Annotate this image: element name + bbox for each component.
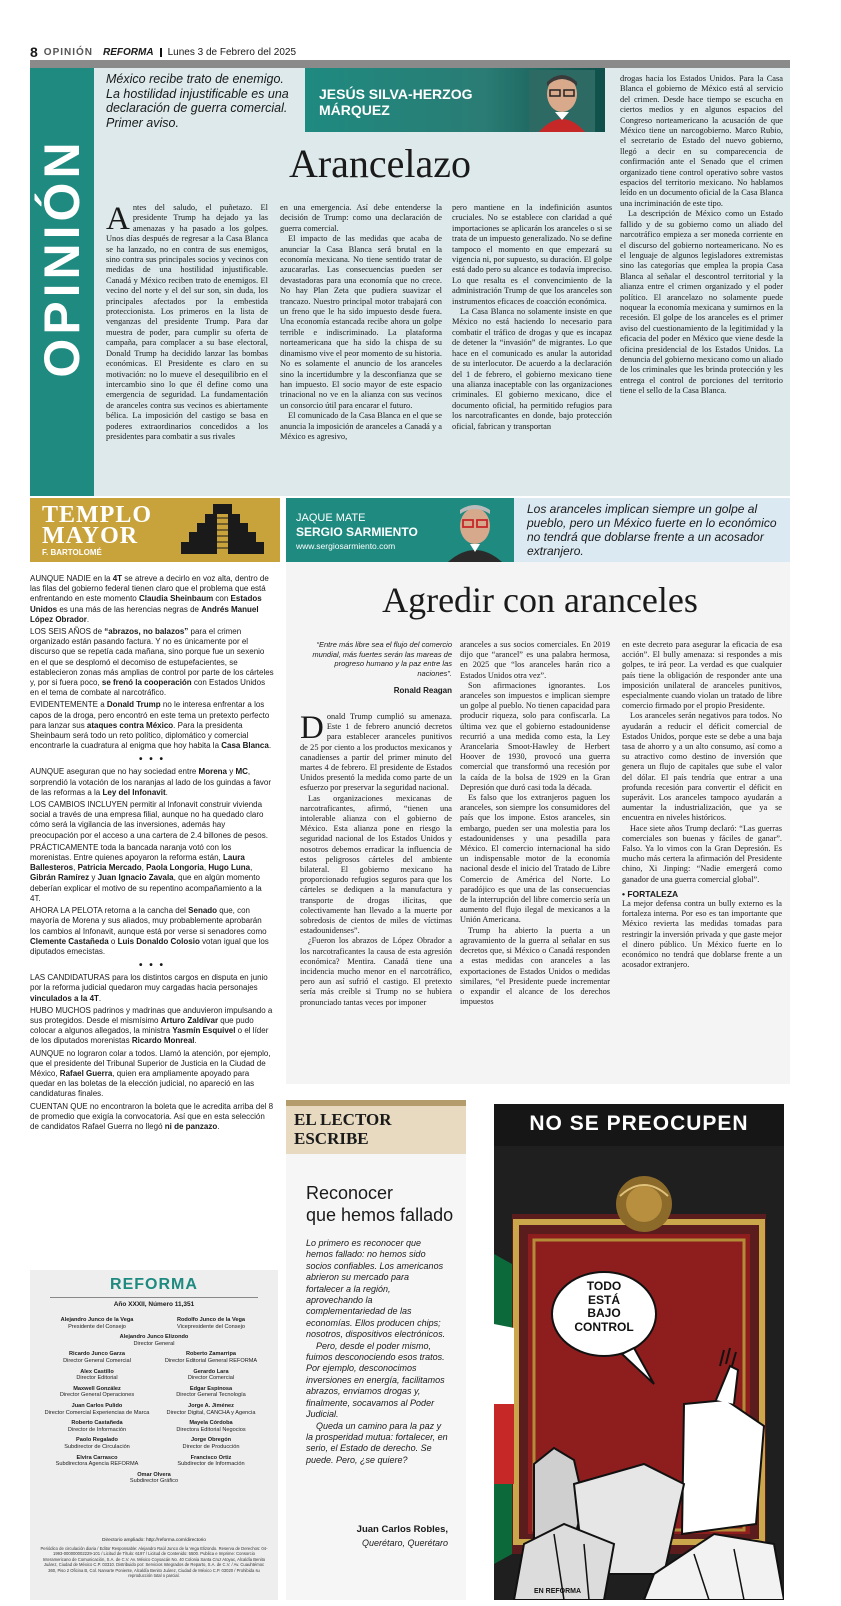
templo-separator-1: • • • — [138, 754, 166, 766]
staff-logo: REFORMA — [110, 1276, 198, 1293]
lector-box — [286, 1154, 466, 1600]
templo-separator-2: • • • — [138, 960, 166, 972]
author-banner-1 — [305, 68, 605, 132]
article2-col3-p1: en este decreto para asegurar la eficacia de esa acción”. El bully amenaza: si respondes a mis golpes, te irá peor. La verdad es que cualquier país tiene la obligación de responder ante una imposición unilateral de aranceles punitivos, especialmente cuando violan un tratado de libre comercio firmado por el propio Presidente. — [622, 640, 782, 711]
templo-title-2: MAYOR — [42, 523, 139, 549]
staff-directory: Directorio ampliado: http://reforma.com/directorio — [102, 1538, 206, 1543]
staff-person: Paolo Regalado Subdirector de Circulación — [64, 1437, 130, 1450]
pyramid-icon — [175, 502, 270, 560]
staff-person: Jorge A. Jiménez Director Digital, CANCHA y Agencia — [166, 1402, 256, 1416]
article2-subhead: • FORTALEZA — [622, 888, 679, 899]
article2-col3-p2: Los aranceles serán negativos para todos. No ayudarán a reducir el déficit comercial de Estados Unidos, porque este se debe a una baja tasa de ahorro y a un alto consumo, así como a su atractivo como destino de inversión que genera un flujo de capitales que sube el valor del dólar. El país tendría que entrar a una profunda recesión para convertir el déficit en superávit. Los aranceles tampoco ayudarán a aumentar la industrialización, que ya se encuentra en niveles históricos. — [622, 711, 782, 823]
staff-person: Alejandro Junco de la Vega Presidente del Consejo — [60, 1317, 134, 1330]
header-divider — [160, 48, 162, 57]
lector-city: Querétaro, Querétaro — [361, 1538, 448, 1548]
templo-p2: LOS SEIS AÑOS de “abrazos, no balazos” para el crimen organizado están pasando factura. Y no es únicamente por el discurso que se repetía cada mañana, sino porque fue un sexenio en el que se desplomó el decomiso de estupefacientes, se establecieron zonas más amplias de control por parte de los cárteles y, por si fuera poco, se frenó la cooperación con Estados Unidos en el tema de combate al narcotráfico. — [30, 627, 274, 698]
bubble-line-1: TODO — [586, 1279, 622, 1293]
staff-person: Omar Olvera Subdirector Gráfico — [129, 1471, 179, 1485]
article2-col2-p2: Son afirmaciones ignorantes. Los aranceles son impuestos e implican siempre un golpe al pueblo. No tienen capacidad para producir riqueza, solo para confiscarla. La última vez que el gobierno estadounidense recurrió a una medida como esta, la Ley Arancelaria Smoot-Hawley de Herbert Hoover de 1930, provocó una guerra comercial que transformó una recesión por la caída de la bolsa de 1929 en la Gran Depresión que duró casi toda la década. — [460, 680, 610, 792]
lector-p3: Queda un camino para la paz y la prosperidad mutua: fortalecer, en serio, el Estado de derecho. Se puede. Pero, ¿se quiere? — [306, 1420, 448, 1465]
lector-header-bar — [286, 1100, 466, 1106]
bubble-line-4: CONTROL — [574, 1319, 634, 1334]
page-header — [30, 44, 790, 60]
staff-issue: Año XXXII, Número 11,351 — [113, 1301, 195, 1308]
article2-quote-author: Ronald Reagan — [393, 686, 452, 695]
article1-col2 — [280, 203, 442, 442]
templo-p3: EVIDENTEMENTE a Donald Trump no le interesa enfrentar a los capos de la droga, pero encontró en este tema un pretexto perfecto para lanzar sus ataques contra México. Para la presidenta Sheinbaum será todo un reto político, diplomático y comercial encontrarle la cuadratura al enigma que hoy habita la Casa Blanca. — [30, 700, 272, 751]
header-date: Lunes 3 de Febrero del 2025 — [167, 46, 297, 58]
staff-person: Mayela Córdoba Directora Editorial Negocios — [176, 1420, 246, 1433]
staff-person: Juan Carlos Pulido Director Comercial Experiencias de Marca — [44, 1402, 150, 1416]
staff-person: Rodolfo Junco de la Vega Vicepresidente del Consejo — [176, 1317, 246, 1330]
article1-col4-p1: drogas hacia los Estados Unidos. Para la Casa Blanca el gobierno de México está al servicio del crimen. Desde hace tiempo se escucha en ciertos medios y en algunos espacios del Congreso norteamericano la acusación de que México tiene un narcogobierno. Marco Rubio, el secretario de Estado del nuevo gobierno, llegó a decir en su comparecencia de confirmación ante el Senado que el crimen organizado tiene control operativo sobre vastos espacios del territorio mexicano. No hablamos leído en un documento oficial de la Casa Blanca una incriminación de este tipo. — [620, 74, 783, 208]
staff-person: Elvira Carrasco Subdirectora Agencia REFORMA — [55, 1454, 139, 1468]
dropcap-a: A — [106, 201, 130, 237]
author-name-2: SERGIO SARMIENTO — [296, 525, 418, 539]
staff-person: Gerardo Lara Director Comercial — [187, 1368, 235, 1382]
article2-col3 — [622, 640, 782, 971]
staff-grid — [40, 1317, 268, 1485]
author-photo-2 — [440, 500, 510, 562]
staff-person: Edgar Espinosa Director General Tecnología — [176, 1385, 246, 1399]
lector-header-1: EL LECTOR — [294, 1110, 392, 1129]
bubble-line-3: BAJO — [587, 1306, 621, 1320]
lector-body — [306, 1238, 448, 1466]
header-rule — [30, 60, 790, 68]
article2-col3-p3: Hace siete años Trump declaró: “Las guerras comerciales son buenas y fáciles de ganar”. Falso. Ya lo vimos con la Gran Depresión. Es mucho más certera la afirmación del Presidente chino, Xi Jinping: “Nadie emergerá como ganador de una guerra comercial global”. — [622, 823, 782, 884]
lector-title-2: que hemos fallado — [306, 1205, 454, 1225]
article2-col2-p3: Es falso que los extranjeros paguen los aranceles, son siempre los consumidores del país que los impone. Estos aranceles, sin embargo, pueden ser una molestia para los estadounidenses y una pesadilla para México. El comercio internacional ha sido un indispensable motor de la economía nacional desde el inicio del Tratado de Libre Comercio de América del Norte. Lo paradójico es que una de las consecuencias de la interrupción del libre comercio sería un aumento del flujo ilegal de mexicanos a la Unión Americana. — [460, 793, 610, 925]
article1-col3-p2: La Casa Blanca no solamente insiste en que México no está haciendo lo necesario para combatir el tráfico de drogas y que es incapaz de detener la “invasión” de migrantes. Lo que hace en el comunicado es anular la autoridad de su interlocutor. De acuerdo a la declaración del 1 de febrero, el gobierno mexicano tiene una alianza inaceptable con las organizaciones criminales. El gobierno mexicano, dice el documento oficial, ha permitido refugios para los narcotraficantes en donde, bajo protección oficial, fabrican y transportan — [452, 307, 612, 431]
lector-header-2: ESCRIBE — [294, 1129, 369, 1148]
article1-col3 — [452, 203, 612, 432]
opinion-banner-text: OPINIÓN — [34, 138, 90, 378]
article1-col2-p2: El impacto de las medidas que acaba de anunciar la Casa Blanca será brutal en la economía mexicana. No tiene sentido tratar de azucararlas. Las consecuencias pueden ser devastadoras para una economía que no crece. No hay Plan Zeta que pudiera suavizar el trancazo. Nuestro principal motor trabajará con un freno que le ha sido impuesto desde fuera. Una economía estancada recibe ahora un golpe terrible e indiscriminado. La plataforma norteamericana que ha sido la chispa de su dinamismo vive el peor momento de su historia. No es solamente el anuncio de los aranceles sino la incertidumbre y la desconfianza que se han impuesto. El socio mayor de este espacio trinacional no ve en la alianza con sus vecinos un consorcio útil para encarar el futuro. — [280, 234, 442, 410]
author-banner-2 — [286, 498, 514, 562]
staff-person: Ricardo Junco Garza Director General Comercial — [63, 1351, 131, 1364]
staff-rule — [50, 1297, 258, 1298]
article2-deck: Los aranceles implican siempre un golpe al pueblo, pero un México fuerte en lo económico no tendrá que doblarse frente a un acosador extranjero. — [527, 502, 777, 558]
templo-column — [30, 574, 274, 1134]
opinion-banner — [30, 68, 94, 496]
article2-quote: “Entre más libre sea el flujo del comercio mundial, más fuertes serán las mareas de progreso humano y la paz entre las naciones”. — [312, 640, 452, 678]
templo-p9: HUBO MUCHOS padrinos y madrinas que anduvieron impulsando a sus protegidos. Desde el mismísimo Arturo Zaldívar que pudo colocar a algunos allegados, la ministra Yasmín Esquivel o el líder de los diputados morenistas Ricardo Monreal. — [30, 1005, 273, 1046]
staff-person: Roberto Castañeda Director de Información — [67, 1420, 127, 1433]
article2-col3-p4: La mejor defensa contra un bully externo es la fortaleza interna. Por eso es tan importante que México revierta las medidas tomadas para restringir la inversión privada y que gaste mejor el dinero público. Un México fuerte en lo económico no tendrá que doblarse frente a un acosador extranjero. — [622, 899, 782, 970]
article2-col2 — [460, 640, 610, 1007]
cartoon-title: NO SE PREOCUPEN — [529, 1112, 749, 1135]
article2-col2-p4: Trump ha abierto la puerta a un agravamiento de la guerra al señalar en sus decretos que, si México o Canadá responden a estas medidas con aranceles a las exportaciones de Estados Unidos o medidas similares, “el Presidente puede incrementar o expandir el alcance de los derechos impuestos — [460, 925, 610, 1007]
staff-person: Roberto Zamarripa Director Editorial General REFORMA — [164, 1351, 258, 1364]
templo-byline: F. BARTOLOMÉ — [42, 548, 102, 557]
article1-title: Arancelazo — [288, 141, 472, 186]
staff-person: Alejandro Junco Elizondo Director General — [119, 1334, 189, 1347]
article1-col1-p1: ntes del saludo, el puñetazo. El presidente Trump ha dejado ya las amenazas y ha pasado a los golpes. Unos días después de regresar a la Casa Blanca se ha lanzado, no en contra de sus enemigos, sino contra sus principales socios y vecinos con medidas de una hostilidad injustificable. Canadá y México reciben trato de enemigos. El vecino del norte y el del sur son, sin duda, los principales afectados por la embestida proteccionista. Los primeros en la lista de venganzas del presidente Trump. Para dar muestra de poder, para cumplir su oferta de campaña, para complacer a su base electoral, Donald Trump ha decidido lanzar las bombas económicas. El Presidente es claro en su motivación: no lo mueve el desequilibrio en el intercambio sino lo que él define como una emergencia de seguridad. La fundamentación de aranceles contra sus vecinos es abiertamente bélica. La imposición del castigo se basa en poderes extraordinarios concedidos a los presidentes para combatir a sus rivales — [106, 203, 268, 441]
article2-col2-p1: aranceles a sus socios comerciales. En 2019 dijo que “arancel” es una palabra hermosa, en 2025 que “los aranceles harán rico a Estados Unidos otra vez”. — [460, 640, 610, 680]
article2-col1 — [300, 712, 452, 1008]
article1-col3-p1: pero mantiene en la indefinición asuntos cruciales. No se establece con claridad a qué importaciones se aplicarán los aranceles o si se trata de un impuesto generalizado. No se define tampoco el momento en que empezará su vigencia ni, por supuesto, su duración. El golpe está dado pero su alcance es todavía impreciso. Lo que resalta es el convencimiento de la administración Trump de que los aranceles son instrumentos eficaces de coacción económica. — [452, 203, 612, 306]
article1-col2-p1: en una emergencia. Así debe entenderse la decisión de Trump: como una declaración de guerra comercial. — [280, 203, 442, 233]
templo-p4: AUNQUE aseguran que no hay sociedad entre Morena y MC, sorprendió la votación de los naranjas al lado de los guindas a favor de las reformas a la Ley del Infonavit. — [30, 767, 272, 797]
dropcap-d: D — [300, 710, 324, 746]
templo-p10: AUNQUE no lograron colar a todos. Llamó la atención, por ejemplo, que el presidente del Tribunal Superior de Justicia en la Ciudad de México, Rafael Guerra, quien era ampliamente apoyado para quedar en las boletas de la elección judicial, no apareció en las candidaturas finales. — [30, 1048, 271, 1099]
templo-p6: PRÁCTICAMENTE toda la bancada naranja votó con los morenistas. Entre quienes apoyaron la reforma están, Laura Ballesteros, Patricia Mercado, Paola Longoria, Hugo Luna, Gibrán Ramírez y Juan Ignacio Zavala, que en algún momento deberían explicar el motivo de su repentino acompañamiento a la 4T. — [30, 842, 262, 903]
page-number: 8 — [30, 44, 38, 60]
staff-person: Maxwell González Director General Operaciones — [59, 1385, 135, 1399]
article2-col1-p2: Las organizaciones mexicanas de narcotraficantes, afirmó, “tienen una intolerable alianza con el gobierno de México. Esta alianza pone en riesgo la seguridad nacional de los Estados Unidos y nosotros debemos erradicar la influencia de estos peligrosos cárteles del ambiente bilateral. El gobierno mexicano ha proporcionado refugios seguros para que los cárteles se dediquen a la manufactura y transporte de drogas ilícitas, que colectivamente han llevado a la muerte por sobredosis de cientos de miles de víctimas estadounidenses”. — [300, 793, 452, 936]
author-name-1: JESÚS SILVA-HERZOG MÁRQUEZ — [319, 86, 473, 118]
cartoon-credit: EN REFORMA — [534, 1588, 582, 1595]
templo-p5: LOS CAMBIOS INCLUYEN permitir al Infonavit construir vivienda social a través de una empresa filial, aunque no ha quedado claro cómo será la vigilancia de las inversiones, además hay preocupación por el acceso a una cartera de 2.4 billones de pesos. — [30, 800, 268, 840]
article1-deck: México recibe trato de enemigo. La hostilidad injustificable es una declaración de guerra comercial. Primer aviso. — [106, 72, 289, 130]
templo-p8: LAS CANDIDATURAS para los distintos cargos en disputa en junio por la reforma judicial quedaron muy cargadas hacia personajes vinculados a la 4T. — [30, 973, 268, 1003]
cartoon-drawing — [494, 1104, 784, 1600]
column-name-2: JAQUE MATE — [296, 512, 366, 524]
lector-header — [286, 1100, 466, 1154]
author-photo-1 — [529, 70, 595, 132]
staff-box — [30, 1270, 278, 1600]
lector-p2: Pero, desde el poder mismo, fuimos desconociendo esos tratos. Por ejemplo, desconocimos inversiones en energía, facilitamos abrazos, enviamos drogas y, finalmente, socavamos al Poder Judicial. — [306, 1340, 445, 1420]
article1-col2-p3: El comunicado de la Casa Blanca en el que se anuncia la imposición de aranceles a Canadá y a México es agresivo, — [280, 411, 442, 441]
author-website: www.sergiosarmiento.com — [296, 541, 396, 551]
bubble-line-2: ESTÁ — [587, 1292, 620, 1307]
templo-title-1: TEMPLO — [42, 502, 153, 528]
templo-p1: AUNQUE NADIE en la 4T se atreve a decirlo en voz alta, dentro de las filas del gobierno federal tienen claro que el problema que está enfrentando en este momento Claudia Sheinbaum con Estados Unidos es una más de las herencias negras de Andrés Manuel López Obrador. — [30, 574, 269, 624]
article1-col1 — [106, 203, 268, 442]
article1-col4-p2: La descripción de México como un Estado fallido y de su gobierno como un aliado del narcotráfico empieza a ser moneda corriente en el discurso del gobierno norteamericano. No es el lenguaje de algunos legisladores extremistas sino las categorías que emplea la propia Casa Blanca al señalar el descontrol territorial y la alianza entre el crimen organizado y el poder político. El arancelazo no solamente puede noquear la economía mexicana y sumirnos en la recesión. El golpe de los aranceles es el primer aviso del cuestionamiento de la legitimidad y la eficacia del poder en México que viene desde la oficina presidencial de los Estados Unidos. La denuncia del gobierno mexicano como un aliado de los criminales que les brinda protección y les entrega el control de porciones del territorio tiene el sello de la Casa Blanca. — [620, 209, 783, 396]
staff-legal: Periódico de circulación diaria / Editor Responsable: Alejandro Raúl Junco de la Vega Elizondo. Reserva de Derechos: 04-1993-000000002229-101 / Licitud de Título: 6197 / Licitud de Contenido: 5500. Publica e Imprime: Consorcio Interamericano de Comunicación, S.A. de C.V. Av. México Coyoacán No. 40 Colonia Santa Cruz Atoyac, Alcaldía Benito Juárez, Ciudad de México C.P. 03310. Distribuido por: Servicios Integrados de Reparto, S.A. de C.V. / Av. Cuauhtémoc 360, Piso 2 Oficina B, Col. Narvarte Poniente, Alcaldía Benito Juárez, Ciudad de México C.P. 03020 / Prohibida su reproducción total o parcial. — [40, 1546, 268, 1579]
article2-col1-p3: ¿Fueron los abrazos de López Obrador a los narcotraficantes la causa de esta agresión económica? Mentira. Canadá tiene una incidencia mucho menor en el narcotráfico, pero aun así sufrió el castigo. El pretexto sería más creíble si Trump no se hubiera pronunciado tantas veces por imponer — [300, 936, 452, 1007]
article1-col4 — [620, 74, 783, 397]
staff-person: Alex Castillo Director Editorial — [76, 1368, 118, 1382]
templo-p7: AHORA LA PELOTA retorna a la cancha del Senado que, con mayoría de Morena y sus aliados, muy probablemente aprobarán los cambios al Infonavit, aunque está por verse si senadores como Clemente Castañeda o Luis Donaldo Colosio votan igual que los diputados emecistas. — [30, 906, 269, 956]
speech-bubble-text — [552, 1280, 656, 1334]
article2-title: Agredir con aranceles — [382, 580, 698, 620]
staff-person: Jorge Obregón Director de Producción — [182, 1437, 240, 1450]
templo-p11: CUENTAN QUE no encontraron la boleta que le acredita arriba del 8 de promedio que exigía la convocatoria. Así que en esta selección de candidatos Rafael Guerra no llegó ni de panzazo. — [30, 1101, 274, 1131]
lector-p1: Lo primero es reconocer que hemos fallado: no hemos sido socios confiables. Los americanos abrieron su mercado para fortalecer a la región, aprovechando la complementariedad de las economías. Ellos producen chips; nosotros, dispositivos electrónicos. — [306, 1238, 446, 1340]
staff-person: Francisco Ortiz Subdirector de Información — [177, 1454, 245, 1468]
lector-signature: Juan Carlos Robles, — [356, 1524, 448, 1535]
templo-mayor-header — [30, 498, 280, 562]
lector-title-1: Reconocer — [306, 1183, 394, 1203]
section-name: OPINIÓN — [43, 46, 94, 58]
cartoon — [494, 1104, 784, 1600]
article2-col1-p1: onald Trump cumplió su amenaza. Este 1 de febrero anunció decretos para establecer aranceles punitivos de 25 por ciento a los productos mexicanos y canadienses a partir del primer minuto del martes 4 de febrero. El presidente de Estados Unidos presentó la medida como parte de un esfuerzo por preservar la seguridad nacional. — [300, 712, 452, 793]
brand-name: REFORMA — [103, 46, 154, 58]
